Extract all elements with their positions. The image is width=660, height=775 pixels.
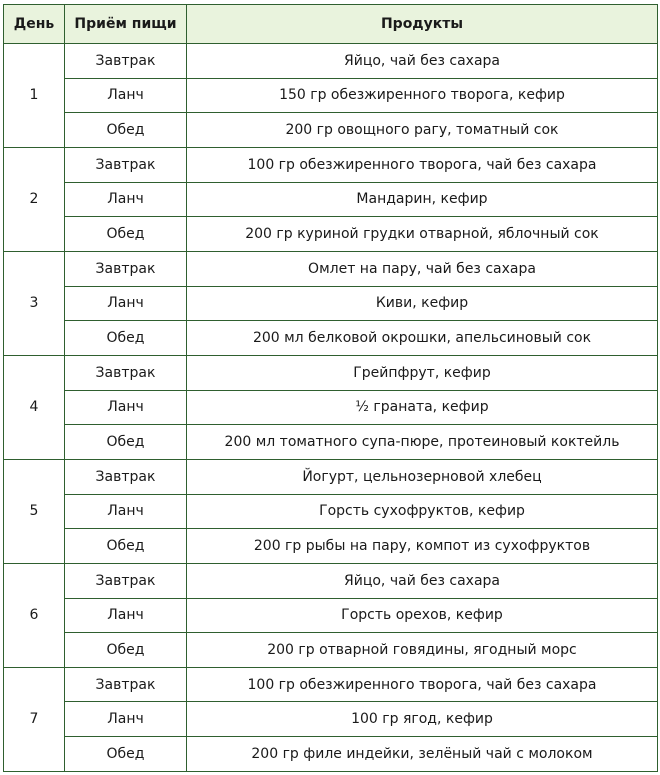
meal-type: Завтрак	[65, 563, 187, 598]
day-number: 6	[4, 563, 65, 667]
meal-products: Горсть орехов, кефир	[187, 598, 658, 633]
meal-type: Завтрак	[65, 44, 187, 79]
meal-products: 200 гр отварной говядины, ягодный морс	[187, 633, 658, 668]
table-row	[4, 251, 658, 286]
table-row	[4, 702, 658, 737]
meal-products: 100 гр обезжиренного творога, чай без сахара	[187, 667, 658, 702]
table-row	[4, 598, 658, 633]
table-row	[4, 529, 658, 564]
table-row	[4, 355, 658, 390]
meal-products: 100 гр обезжиренного творога, чай без сахара	[187, 147, 658, 182]
table-row	[4, 425, 658, 460]
meal-type: Завтрак	[65, 667, 187, 702]
meal-products: 200 мл томатного супа-пюре, протеиновый коктейль	[187, 425, 658, 460]
meal-products: Мандарин, кефир	[187, 182, 658, 217]
table-row	[4, 563, 658, 598]
meal-type: Завтрак	[65, 251, 187, 286]
meal-type: Ланч	[65, 78, 187, 113]
table-row	[4, 737, 658, 772]
table-body	[4, 44, 658, 772]
meal-products: Омлет на пару, чай без сахара	[187, 251, 658, 286]
meal-type: Завтрак	[65, 355, 187, 390]
meal-type: Ланч	[65, 390, 187, 425]
day-number: 5	[4, 459, 65, 563]
table-row	[4, 44, 658, 79]
day-number: 2	[4, 147, 65, 251]
meal-products: ½ граната, кефир	[187, 390, 658, 425]
meal-products: 150 гр обезжиренного творога, кефир	[187, 78, 658, 113]
meal-type: Обед	[65, 633, 187, 668]
day-number: 4	[4, 355, 65, 459]
table-row	[4, 182, 658, 217]
meal-type: Обед	[65, 529, 187, 564]
meal-products: 200 гр овощного рагу, томатный сок	[187, 113, 658, 148]
table-row	[4, 667, 658, 702]
meal-type: Ланч	[65, 702, 187, 737]
meal-type: Обед	[65, 737, 187, 772]
meal-type: Завтрак	[65, 147, 187, 182]
meal-type: Обед	[65, 425, 187, 460]
table-row	[4, 459, 658, 494]
meal-products: Йогурт, цельнозерновой хлебец	[187, 459, 658, 494]
table-row	[4, 494, 658, 529]
day-number: 3	[4, 251, 65, 355]
meal-type: Ланч	[65, 494, 187, 529]
day-number: 7	[4, 667, 65, 771]
meal-products: 200 гр филе индейки, зелёный чай с молоком	[187, 737, 658, 772]
meal-type: Ланч	[65, 182, 187, 217]
meal-products: Грейпфрут, кефир	[187, 355, 658, 390]
day-number: 1	[4, 44, 65, 148]
meal-products: Яйцо, чай без сахара	[187, 44, 658, 79]
meal-products: 100 гр ягод, кефир	[187, 702, 658, 737]
meal-type: Обед	[65, 321, 187, 356]
header-row	[4, 5, 658, 44]
meal-products: Киви, кефир	[187, 286, 658, 321]
meal-products: 200 мл белковой окрошки, апельсиновый сок	[187, 321, 658, 356]
table-row	[4, 113, 658, 148]
table-row	[4, 321, 658, 356]
meal-type: Завтрак	[65, 459, 187, 494]
meal-products: 200 гр куриной грудки отварной, яблочный сок	[187, 217, 658, 252]
meal-type: Обед	[65, 217, 187, 252]
table-row	[4, 633, 658, 668]
meal-products: Горсть сухофруктов, кефир	[187, 494, 658, 529]
meal-products: Яйцо, чай без сахара	[187, 563, 658, 598]
table-row	[4, 78, 658, 113]
header-meal: Приём пищи	[65, 5, 187, 44]
table-row	[4, 286, 658, 321]
header-day: День	[4, 5, 65, 44]
table-row	[4, 390, 658, 425]
header-products: Продукты	[187, 5, 658, 44]
meal-type: Ланч	[65, 286, 187, 321]
diet-table	[3, 4, 658, 772]
meal-type: Ланч	[65, 598, 187, 633]
table-row	[4, 217, 658, 252]
meal-type: Обед	[65, 113, 187, 148]
meal-products: 200 гр рыбы на пару, компот из сухофруктов	[187, 529, 658, 564]
table-row	[4, 147, 658, 182]
